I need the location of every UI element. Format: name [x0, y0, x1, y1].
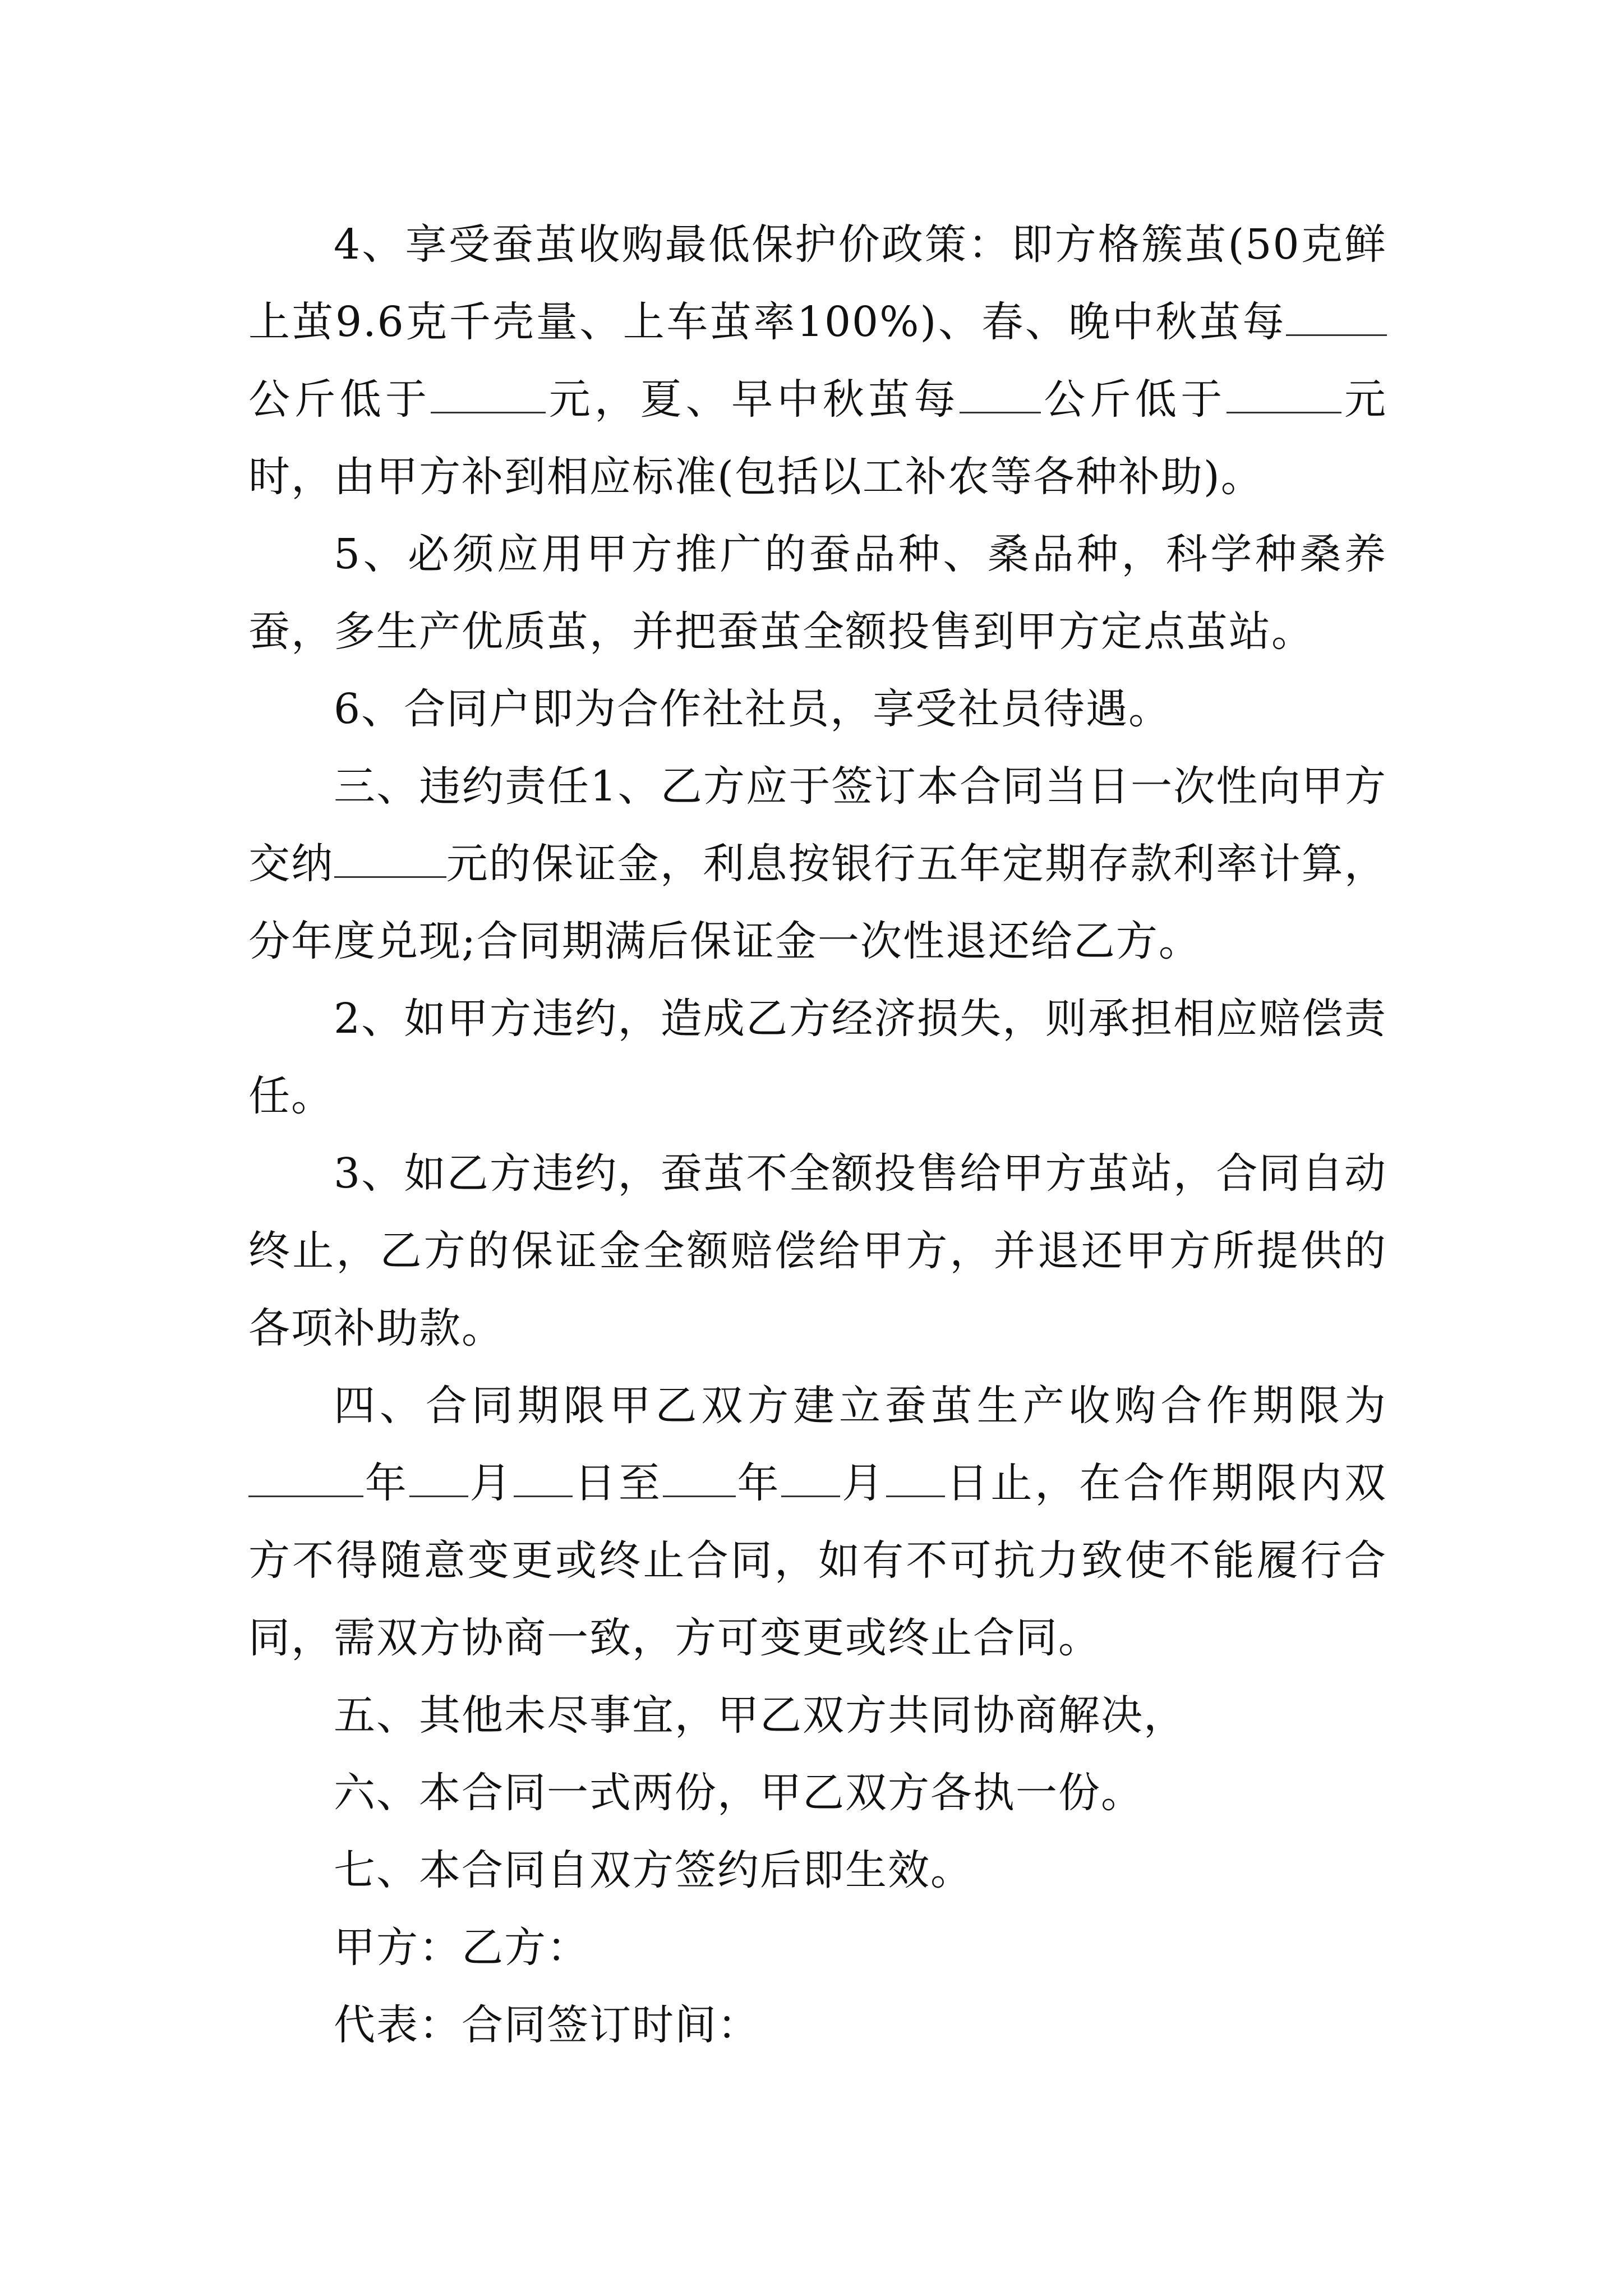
fill-blank-spring-amount[interactable]: [431, 372, 546, 413]
fill-blank-deposit-amount[interactable]: [334, 837, 446, 878]
fill-blank-summer-amount[interactable]: [1227, 372, 1341, 413]
section-4-term: [248, 1367, 1387, 1677]
clause-4-text-a: 4、享受蚕茧收购最低保护价政策：即方格簇茧(50克鲜上茧9.6克千壳量、上车茧率100%)、春、晚中秋茧每: [248, 220, 1387, 346]
liability-party-b: 3、如乙方违约，蚕茧不全额投售给甲方茧站，合同自动终止，乙方的保证金全额赔偿给甲方，并退还甲方所提供的各项补助款。: [248, 1149, 1387, 1352]
signature-representative-date: 代表：合同签订时间：: [334, 2001, 760, 2049]
section-4-day-2: 日止，在合作期限内双方不得随意变更或终止合同，如有不可抗力致使不能履行合同，需双方协商一致，方可变更或终止合同。: [248, 1459, 1387, 1662]
fill-blank-end-day[interactable]: [886, 1456, 945, 1497]
clause-6-membership: 6、合同户即为合作社社员，享受社员待遇。: [334, 685, 1172, 733]
section-4-day-1: 日至: [573, 1459, 663, 1507]
clause-4-text-b: 公斤低于: [248, 375, 431, 424]
section-4-year-2: 年: [735, 1459, 782, 1507]
section-3-text-b: 元的保证金，利息按银行五年定期存款利率计算，分年度兑现;合同期满后保证金一次性退还给乙方。: [248, 840, 1387, 965]
clause-4-text-d: 公斤低于: [1040, 375, 1227, 424]
clause-4-text-e: 元时，由甲方补到相应标准(包括以工补农等各种补助)。: [248, 375, 1387, 501]
clause-4-price-protection: [248, 206, 1387, 516]
fill-blank-end-year[interactable]: [663, 1456, 736, 1497]
fill-blank-end-month[interactable]: [781, 1456, 840, 1497]
section-7-effective: 七、本合同自双方签约后即生效。: [334, 1846, 973, 1894]
section-4-year-1: 年: [363, 1459, 409, 1507]
fill-blank-spring-price[interactable]: [1286, 295, 1387, 336]
fill-blank-start-month[interactable]: [409, 1456, 468, 1497]
clause-5-variety: 5、必须应用甲方推广的蚕品种、桑品种，科学种桑养蚕，多生产优质茧，并把蚕茧全额投售到甲方定点茧站。: [248, 530, 1387, 656]
section-3-liability: [248, 748, 1387, 980]
clause-4-text-c: 元，夏、早中秋茧每: [546, 375, 960, 424]
section-6-copies: 六、本合同一式两份，甲乙双方各执一份。: [334, 1769, 1144, 1817]
fill-blank-start-year[interactable]: [248, 1456, 363, 1497]
fill-blank-start-day[interactable]: [514, 1456, 573, 1497]
section-4-month-2: 月: [840, 1459, 886, 1507]
section-4-month-1: 月: [468, 1459, 514, 1507]
section-3-text-a: 三、违约责任1、乙方应于签订本合同当日一次性向甲方交纳: [248, 762, 1387, 888]
section-4-text-a: 四、合同期限甲乙双方建立蚕茧生产收购合作期限为: [334, 1382, 1387, 1430]
fill-blank-summer-price[interactable]: [960, 372, 1041, 413]
signature-parties: 甲方：乙方：: [334, 1924, 589, 1972]
liability-party-a: 2、如甲方违约，造成乙方经济损失，则承担相应赔偿责任。: [248, 995, 1387, 1120]
section-5-other-matters: 五、其他未尽事宜，甲乙双方共同协商解决，: [334, 1691, 1186, 1740]
document-body: [248, 206, 1387, 2064]
